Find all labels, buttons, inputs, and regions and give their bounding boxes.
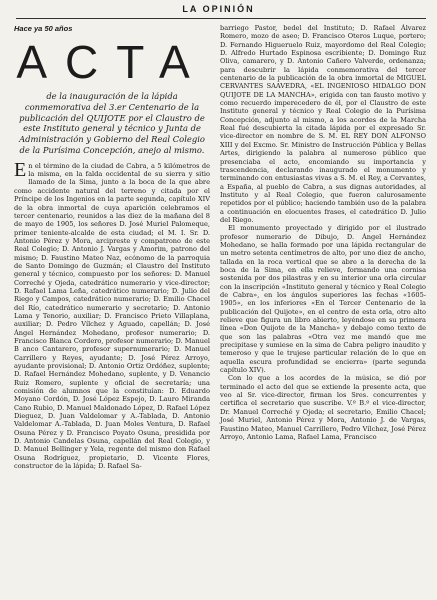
header-rule <box>16 18 426 19</box>
kicker: Hace ya 50 años <box>14 24 73 33</box>
page-header-title: LA OPINIÓN <box>182 4 255 14</box>
deck: de la inauguración de la lápida conmemorativa del 3.er Centenario de la publicación del QUIJOTE por el Claustro de este Instituto general y técnico y Junta de Administración y Gobierno del Real Colegio de la Purísima Concepción, anejo al mismo. <box>19 91 205 155</box>
right-column <box>220 24 426 441</box>
drop-cap: E <box>14 158 27 181</box>
headline: ACTA <box>16 36 208 88</box>
left-paragraph: n el término de la ciudad de Cabra, a 5 kilómetros de la misma, en la falda occidental de su sierra y sitio llamado de la Sima, junto a la boca de la que abre como accidente natural del terreno y citada por el Príncipe de los Ingenios en la parte segunda, capítulo XIV de la obra inmortal de cuya aparición celebramos el tercer centenario, reunidos a las diez de la mañana del 8 de mayo de 1905, los señores D. José Muriel Palomeque, primer teniente-alcalde de esta ciudad; el M. I. Sr. D. Antonio Pérez y Mora, arcipreste y compatrono de este Real Colegio; D. Antonio J. Vargas y Amorim, patrono del mismo; D. Faustino Mateo Naz, ecónomo de la parroquia de Santo Domingo de Guzmán; el Claustro del Instituto general y técnico, compuesto por los señores: D. Manuel Correché y Ojeda, catedrático numerario y vice-director; D. Rafael Lama Leña, catedrático numerario; D. Julio del Riego y Campos, catedrático numerario; D. Emilio Chacel del Río, catedrático numerario y secretario; D. Antonio Lama y Tenorio, auxiliar; D. Francisco Prieto Villaplana, auxiliar; D. Pedro Vílchez y Aguado, capellán; D. José Ángel Hernández Mohedano, profesor numerario; D. Francisco Blanca Cordero, profesor numerario; D. Manuel B anco Cantarero, profesor supernumerario; D. Manuel Carrillero y Reyes, ayudante; D. José Pérez Arroyo, ayudante provisional; D. Antonio Ortiz Ordóñez, suplente; D. Rafael Hernández Mohedano, suplente, y D. Venancio Ruiz Romero, suplente y oficial de secretaría; una comisión de alumnos que la constituían: D. Eduardo Moyano Cordón, D. José López Espejo, D. Lauro Miranda Cano Rubio, D. Manuel Maldonado López, D. Rafael López Dieguez, D. Juan Valdelomar y A.-Tablada, D. Antonio Valdelomar A.-Tablada, D. Juan Moles Ventura, D. Rafael Osuna Pérez y D. Francisco Poyato Osuna, presidida por D. Antonio Candelas Osuna, capellán del Real Colegio, y D. Manuel Bellinger y Yela, regente del mismo don Rafael Osuna Rodríguez, propietario, D. Vicente Flores, constructor de la lápida; D. Rafael Sa- <box>14 161 210 471</box>
right-body <box>220 24 426 441</box>
left-column <box>14 24 210 471</box>
left-body <box>14 158 210 471</box>
right-paragraph-3: Con lo que a los acordes de la música, se dió por terminado el acto del que se extiende la presente acta, que veo al Sr. vice-director, firman los Sres. concurrentes y certifica el secretario que suscribe. V.º B.º el vice-director, Dr. Manuel Correché y Ojeda; el secretario, Emilio Chacel; José Muriel, Antonio Pérez y Mora, Antonio J. de Vargas, Faustino Mateo, Manuel Carrillero, Pedro Vílchez, José Pérez Arroyo, Antonio Lama, Rafael Lama, Francisco <box>220 374 426 441</box>
right-paragraph-2: El monumento proyectado y dirigido por el ilustrado profesor numerario de Dibujo, D. Ángel Hernández Mohedano, se halla formado por una lápida rectangular de un metro setenta centímetros de alto, por uno diez de ancho, tallada en la roca vertical que se abre a la derecha de la boca de la Sima, en ella relieve, formando una cornisa sostenida por dos pilastras y en su interior una orla circular con la inscripción «Instituto general y técnico y Real Colegio de Cabra», en los ángulos superiores las fechas «1605-1905», en los inferiores «En el Tercer Centenario de la publicación del Quijote», en el centro de esta orla, otro alto relieve que figura un libro abierto, leyéndose en su primera línea «Don Quijote de la Mancha» y debajo como texto de que son las palabras «Otra vez me mandó que me precipitase y sumiese en la sima de Cabra peligro inaudito y temeroso y que le trujese particular relación de lo que en aquella escura profundidad se encierra» (parte segunda capítulo XIV). <box>220 224 426 375</box>
right-paragraph-1: barriego Pastor, bedel del Instituto; D. Rafael Álvarez Romero, mozo de aseo; D. Francisco Oteros Luque, portero; D. Fernando Higueruelo Ruiz, mayordomo del Real Colegio; D. Alfredo Hurtado Espinosa escribiente; D. Domingo Ruz Oliva, camarero, y D. Antonio Cañero Valverde, ordenanza; para descubrir la lápida conmemorativa del tercer centenario de la publicación de la obra inmortal de MIGUEL CERVANTES SAAVEDRA, «EL INGENIOSO HIDALGO DON QUIJOTE DE LA MANCHA», erigida con tan fausto motivo y como recuerdo imperecedero de él, por el Claustro de este Instituto general y técnico y Real Colegio de la Purísima Concepción, adjunto al mismo, a los acordes de la Marcha Real fué descubierta la citada lápida por el expresado Sr. vice-director en nombre de S. M. EL REY DON ALFONSO XIII y del Excmo. Sr. Ministro de Instrucción Pública y Bellas Artes, dirigiendo la palabra al numeroso público que presenciaba el acto, encomiando su importancia y trascendencia, declarando inaugurado el monumento y terminando con entusiastas vivas a S. M. el Rey, a Cervantes, a España, al pueblo de Cabra, a sus dignas autoridades, al Instituto y al Real Colegio, que fueron calurosamente repetidos por el público; haciendo también uso de la palabra a continuación en elocuentes frases, el catedrático D. Julio del Riego. <box>220 24 426 224</box>
